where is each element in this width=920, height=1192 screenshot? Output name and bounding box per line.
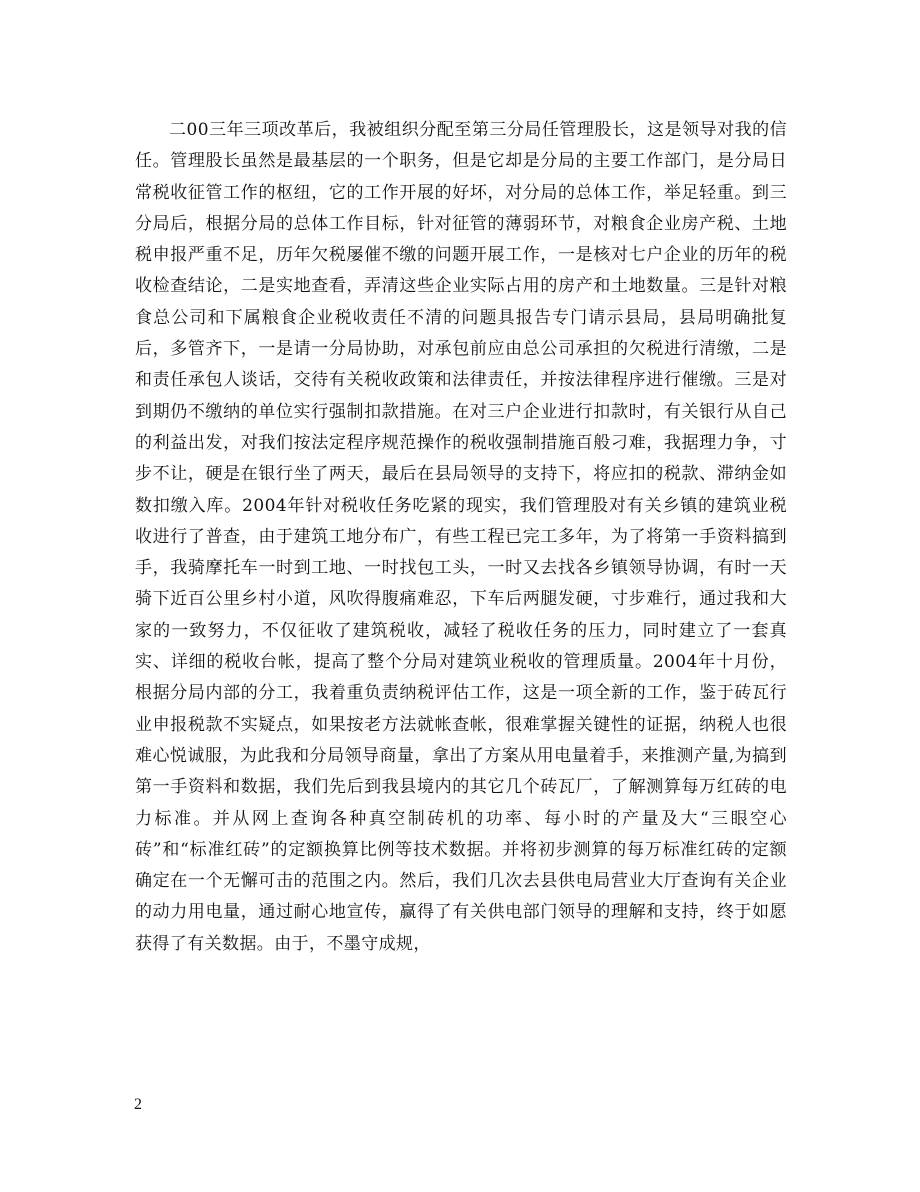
page-number: 2	[134, 1096, 142, 1113]
body-paragraph: 二00三年三项改革后，我被组织分配至第三分局任管理股长，这是领导对我的信任。管理股长虽然是最基层的一个职务，但是它却是分局的主要工作部门，是分局日常税收征管工作的枢纽，它的工作开展的好坏，对分局的总体工作，举足轻重。到三分局后，根据分局的总体工作目标，针对征管的薄弱环节，对粮食企业房产税、土地税申报严重不足，历年欠税屡催不缴的问题开展工作，一是核对七户企业的历年的税收检查结论，二是实地查看，弄清这些企业实际占用的房产和土地数量。三是针对粮食总公司和下属粮食企业税收责任不清的问题具报告专门请示县局，县局明确批复后，多管齐下，一是请一分局协助，对承包前应由总公司承担的欠税进行清缴，二是和责任承包人谈话，交待有关税收政策和法律责任，并按法律程序进行催缴。三是对到期仍不缴纳的单位实行强制扣款措施。在对三户企业进行扣款时，有关银行从自己的利益出发，对我们按法定程序规范操作的税收强制措施百般刁难，我据理力争，寸步不让，硬是在银行坐了两天，最后在县局领导的支持下，将应扣的税款、滞纳金如数扣缴入库。2004年针对税收任务吃紧的现实，我们管理股对有关乡镇的建筑业税收进行了普查，由于建筑工地分布广，有些工程已完工多年，为了将第一手资料搞到手，我骑摩托车一时到工地、一时找包工头，一时又去找各乡镇领导协调，有时一天骑下近百公里乡村小道，风吹得腹痛难忍，下车后两腿发硬，寸步难行，通过我和大家的一致努力，不仅征收了建筑税收，减轻了税收任务的压力，同时建立了一套真实、详细的税收台帐，提高了整个分局对建筑业税收的管理质量。2004年十月份，根据分局内部的分工，我着重负责纳税评估工作，这是一项全新的工作，鉴于砖瓦行业申报税款不实疑点，如果按老方法就帐查帐，很难掌握关键性的证据，纳税人也很难心悦诚服，为此我和分局领导商量，拿出了方案从用电量着手，来推测产量,为搞到第一手资料和数据，我们先后到我县境内的其它几个砖瓦厂，了解测算每万红砖的电力标准。并从网上查询各种真空制砖机的功率、每小时的产量及大“三眼空心砖”和“标准红砖”的定额换算比例等技术数据。并将初步测算的每万标准红砖的定额确定在一个无懈可击的范围之内。然后，我们几次去县供电局营业大厅查询有关企业的动力用电量，通过耐心地宣传，赢得了有关供电部门领导的理解和支持，终于如愿获得了有关数据。由于，不墨守成规，	[135, 120, 787, 954]
